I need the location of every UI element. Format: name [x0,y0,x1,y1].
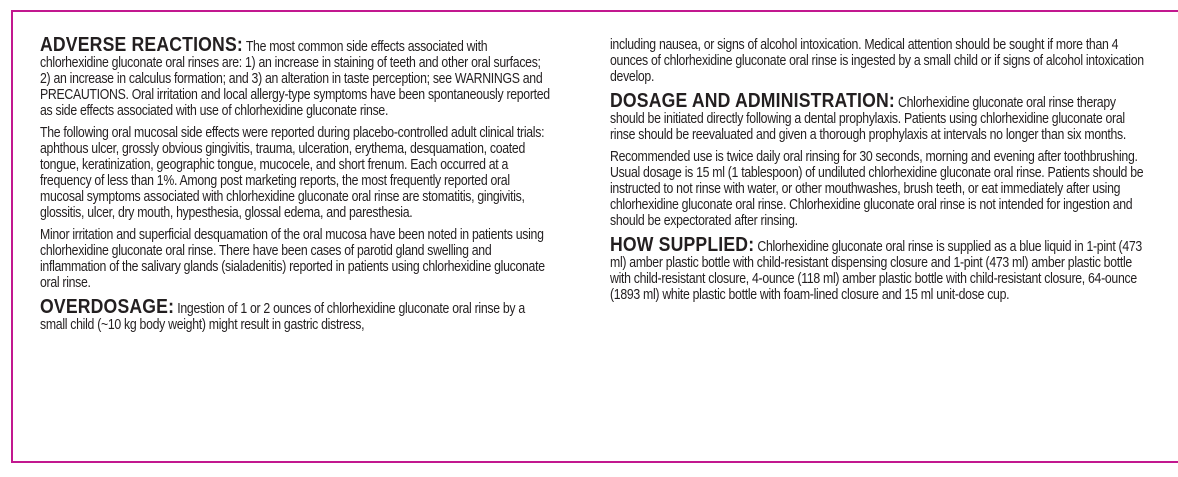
dosage-paragraph-1 [610,89,1150,143]
adverse-reactions-paragraph-2: The following oral mucosal side effects were reported during placebo-controlled adult clinical trials: aphthous ulcer, grossly obvious gingivitis, trauma, ulceration, erythema, desquamation, coated tongue, keratinization, geographic tongue, mucocele, and short frenum. Each occurred at a frequency of less than 1%. Among post marketing reports, the most frequently reported oral mucosal symptoms associated with chlorhexidine gluconate oral rinse are stomatitis, gingivitis, glossitis, ulcer, dry mouth, hypesthesia, glossal edema, and paresthesia. [40,125,545,221]
how-supplied-heading: HOW SUPPLIED: [610,233,755,256]
overdosage-continued-paragraph: including nausea, or signs of alcohol intoxication. Medical attention should be sought if more than 4 ounces of chlorhexidine gluconate oral rinse is ingested by a small child or if signs of alcohol intoxication develop. [610,37,1144,85]
how-supplied-paragraph [610,233,1150,303]
adverse-reactions-paragraph-1 [40,33,551,119]
overdosage-heading: OVERDOSAGE: [40,295,175,318]
dosage-text-1: Chlorhexidine gluconate oral rinse therapy should be initiated directly following a dental prophylaxis. Patients using chlorhexidine gluconate oral rinse should be reevaluated and given a thorough prophylaxis at intervals no longer than six months. [610,95,1127,143]
left-column [40,33,551,339]
how-supplied-text: Chlorhexidine gluconate oral rinse is supplied as a blue liquid in 1-pint (473 ml) amber plastic bottle with child-resistant dispensing closure and 1-pint (473 ml) amber plastic bottle with child-resistant closure, 4-ounce (118 ml) amber plastic bottle with child-resistant closure, 64-ounce (1893 ml) white plastic bottle with foam-lined closure and 15 ml unit-dose cup. [610,239,1142,303]
adverse-reactions-text-1: The most common side effects associated with chlorhexidine gluconate oral rinses are: 1) an increase in staining of teeth and other oral surfaces; 2) an increase in calculus formation; and 3) an alteration in taste perception; see WARNINGS and PRECAUTIONS. Oral irritation and local allergy-type symptoms have been spontaneously reported as side effects associated with use of chlorhexidine gluconate rinse. [40,39,550,119]
adverse-reactions-paragraph-3: Minor irritation and superficial desquamation of the oral mucosa have been noted in patients using chlorhexidine gluconate oral rinse. There have been cases of parotid gland swelling and inflammation of the salivary glands (sialadenitis) reported in patients using chlorhexidine gluconate oral rinse. [40,227,545,291]
dosage-heading: DOSAGE AND ADMINISTRATION: [610,89,895,112]
overdosage-text: Ingestion of 1 or 2 ounces of chlorhexidine gluconate oral rinse by a small child (~10 kg body weight) might result in gastric distress, [40,301,525,333]
adverse-reactions-heading: ADVERSE REACTIONS: [40,33,243,56]
right-column [610,37,1150,309]
dosage-paragraph-2: Recommended use is twice daily oral rinsing for 30 seconds, morning and evening after toothbrushing. Usual dosage is 15 ml (1 tablespoon) of undiluted chlorhexidine gluconate oral rinse. Patients should be instructed to not rinse with water, or other mouthwashes, brush teeth, or eat immediately after using chlorhexidine gluconate oral rinse. Chlorhexidine gluconate oral rinse is not intended for ingestion and should be expectorated after rinsing. [610,149,1144,229]
overdosage-paragraph [40,295,551,333]
